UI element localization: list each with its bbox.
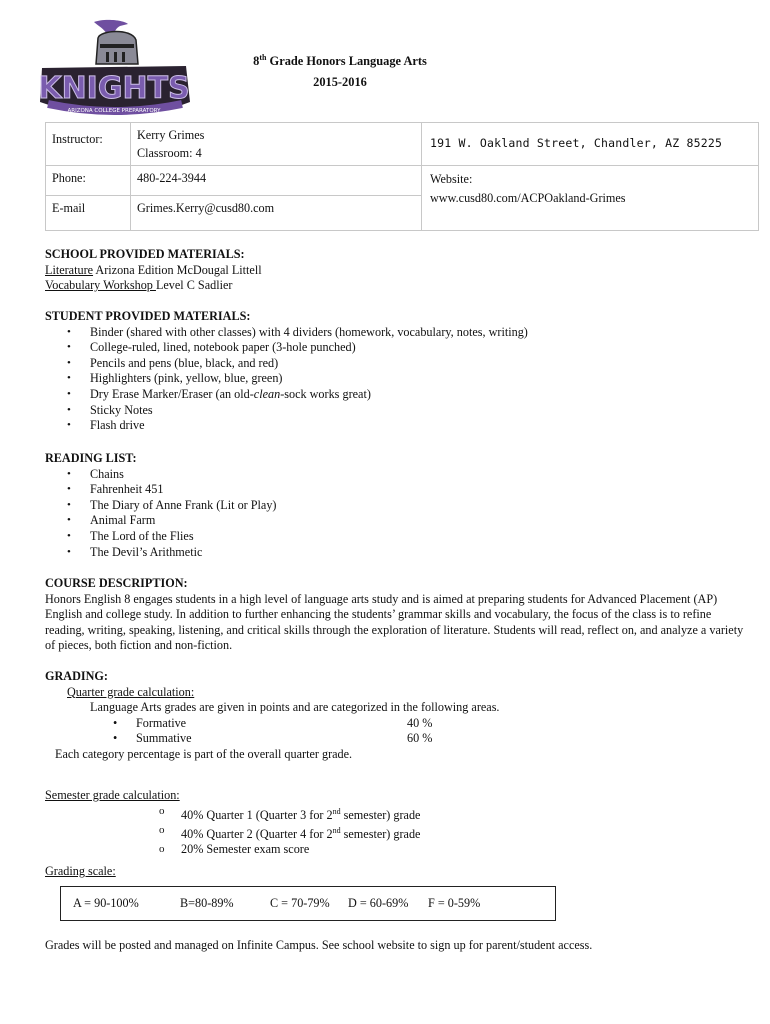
instructor-name: Kerry Grimes xyxy=(137,128,205,142)
page-title: 8th Grade Honors Language Arts xyxy=(253,53,427,69)
course-description-section xyxy=(45,576,750,654)
grading-scale-box xyxy=(60,886,556,921)
list-item: • College-ruled, lined, notebook paper (3-hole punched) xyxy=(45,340,528,356)
summative-row: • Summative 60 % xyxy=(113,731,433,746)
formative-row: • Formative 40 % xyxy=(113,715,433,730)
student-materials-section xyxy=(45,309,528,434)
student-materials-list xyxy=(45,325,528,434)
school-address: 191 W. Oakland Street, Chandler, AZ 85225 xyxy=(430,136,723,150)
list-item: o 40% Quarter 2 (Quarter 4 for 2nd semester) grade xyxy=(45,823,420,842)
list-item: • Dry Erase Marker/Eraser (an old-clean-sock works great) xyxy=(45,387,528,403)
grade-a: A = 90-100% xyxy=(73,896,139,910)
svg-text:ARIZONA COLLEGE PREPARATORY: ARIZONA COLLEGE PREPARATORY xyxy=(67,108,161,114)
list-item: • Highlighters (pink, yellow, blue, green) xyxy=(45,371,528,387)
instructor-label: Instructor: xyxy=(52,132,103,146)
semester-calc-label: Semester grade calculation: xyxy=(45,788,180,802)
grading-section xyxy=(45,669,499,763)
grade-f: F = 0-59% xyxy=(428,896,481,910)
list-item: • Animal Farm xyxy=(45,513,277,529)
school-materials-section xyxy=(45,247,262,294)
grade-d: D = 60-69% xyxy=(348,896,409,910)
list-item: • The Devil’s Arithmetic xyxy=(45,545,277,561)
classroom: Classroom: 4 xyxy=(137,146,202,160)
semester-calc-list xyxy=(45,804,420,857)
contact-info-table xyxy=(45,122,759,231)
student-materials-heading: STUDENT PROVIDED MATERIALS: xyxy=(45,309,251,323)
list-item: • Flash drive xyxy=(45,418,528,434)
grading-heading: GRADING: xyxy=(45,669,108,683)
list-item: • Pencils and pens (blue, black, and red) xyxy=(45,356,528,372)
phone-label: Phone: xyxy=(52,171,86,185)
email-label: E-mail xyxy=(52,201,86,215)
list-item: • Fahrenheit 451 xyxy=(45,482,277,498)
school-materials-heading: SCHOOL PROVIDED MATERIALS: xyxy=(45,247,245,261)
phone-number: 480-224-3944 xyxy=(137,171,207,185)
knight-helmet-icon xyxy=(94,20,138,64)
grading-scale-label: Grading scale: xyxy=(45,864,116,878)
quarter-calc-label: Quarter grade calculation: xyxy=(67,684,195,699)
school-year: 2015-2016 xyxy=(313,75,367,89)
literature-line: Literature Arizona Edition McDougal Littell xyxy=(45,262,262,277)
list-item: o 40% Quarter 1 (Quarter 3 for 2nd semester) grade xyxy=(45,804,420,823)
list-item: • Binder (shared with other classes) with 4 dividers (homework, vocabulary, notes, writing) xyxy=(45,325,528,341)
reading-list-heading: READING LIST: xyxy=(45,451,137,465)
course-description-heading: COURSE DESCRIPTION: xyxy=(45,576,188,590)
semester-section xyxy=(45,788,420,857)
course-description-text: Honors English 8 engages students in a high level of language arts study and is aimed at preparing students for Advanced Placement (AP) English and college study. In addition to further enhancing the students’ grammar skills and vocabulary, the focus of the class is to refine reading, writing, speaking, listening, and critical skills through the exploration of literature. Students will read, reflect on, and analyze a variety of pieces, both fiction and non-fiction. xyxy=(45,591,744,653)
list-item: o 20% Semester exam score xyxy=(45,842,420,857)
vocabulary-line: Vocabulary Workshop Level C Sadlier xyxy=(45,278,233,293)
list-item: • Chains xyxy=(45,467,277,483)
svg-text:KNIGHTS: KNIGHTS xyxy=(38,71,190,106)
website-link[interactable]: www.cusd80.com/ACPOakland-Grimes xyxy=(430,191,626,205)
website-label: Website: xyxy=(430,172,473,186)
knights-logo xyxy=(36,18,192,122)
each-category-note: Each category percentage is part of the overall quarter grade. xyxy=(55,746,353,761)
list-item: • The Diary of Anne Frank (Lit or Play) xyxy=(45,498,277,514)
grade-c: C = 70-79% xyxy=(270,896,330,910)
reading-list xyxy=(45,467,277,561)
grade-b: B=80-89% xyxy=(180,896,234,910)
list-item: • Sticky Notes xyxy=(45,403,528,419)
list-item: • The Lord of the Flies xyxy=(45,529,277,545)
quarter-calc-desc: Language Arts grades are given in points and are categorized in the following areas. xyxy=(90,700,500,715)
email-address[interactable]: Grimes.Kerry@cusd80.com xyxy=(137,201,275,215)
reading-list-section xyxy=(45,451,277,560)
footer-note: Grades will be posted and managed on Infinite Campus. See school website to sign up for parent/student access. xyxy=(45,938,593,952)
